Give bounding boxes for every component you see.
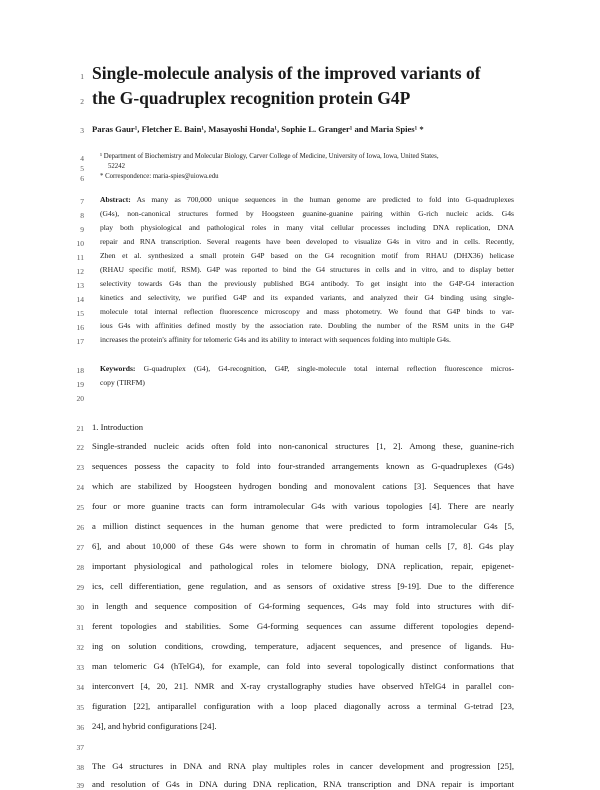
line-number: 15 [76, 309, 84, 318]
line-number: 37 [76, 743, 84, 752]
paper-title-line-1: Single-molecule analysis of the improved variants of [92, 63, 481, 83]
body-line: 6], and about 10,000 of these G4s were shown to form in chromatin of human cells [7, 8]. G4s play [92, 541, 514, 551]
line-number: 1 [80, 72, 84, 81]
line-number: 33 [76, 663, 84, 672]
line-number: 30 [76, 603, 84, 612]
line-number: 38 [76, 763, 84, 772]
body-line: figuration [22], antiparallel configuration with a loop placed diagonally across a terminal G-tetrad [23, [92, 701, 514, 711]
body-line: a million distinct sequences in the human genome that were predicted to form intramolecular G4s [5, [92, 521, 514, 531]
abstract-line: kinetics and selectivity, we purified G4P and its expanded variants, and analyzed their G4 binding using single- [100, 293, 514, 302]
line-number: 20 [76, 394, 84, 403]
line-number: 34 [76, 683, 84, 692]
abstract-line: (G4s), non-canonical structures formed by Hoogsteen guanine-guanine pairing within G-rich nucleic acids. G4s [100, 209, 514, 218]
line-number: 7 [80, 197, 84, 206]
keywords-line: copy (TIRFM) [100, 378, 145, 387]
line-number: 22 [76, 443, 84, 452]
line-number: 27 [76, 543, 84, 552]
abstract-line: ious G4s with affinities defined mostly by the association rate. Doubling the number of the RSM units in the G4P [100, 321, 514, 330]
line-number: 39 [76, 781, 84, 790]
line-number: 16 [76, 323, 84, 332]
body-line: sequences possess the capacity to fold into four-stranded arrangements known as G-quadruplexes (G4s) [92, 461, 514, 471]
line-number: 31 [76, 623, 84, 632]
line-number: 25 [76, 503, 84, 512]
keywords-line: Keywords: G-quadruplex (G4), G4-recognition, G4P, single-molecule total internal reflection fluorescence micros- [100, 364, 514, 373]
line-number: 14 [76, 295, 84, 304]
body-line: important physiological and pathological roles in telomere biology, DNA replication, repair, epigenet- [92, 561, 514, 571]
body-line: Single-stranded nucleic acids often fold into non-canonical structures [1, 2]. Among these, guanine-rich [92, 441, 514, 451]
abstract-line: (RHAU specific motif, RSM). G4P was reported to bind the G4 structures in cells and in vitro, and to display better [100, 265, 514, 274]
body-line: which are stabilized by Hoogsteen hydrogen bonding and monovalent cations [3]. Sequences that have [92, 481, 514, 491]
affiliation-line: ¹ Department of Biochemistry and Molecular Biology, Carver College of Medicine, University of Iowa, Iowa, United States, [100, 153, 439, 160]
keywords-label: Keywords: [100, 364, 136, 373]
body-line: ics, cell differentiation, gene regulation, and as sensors of oxidative stress [9-19]. Due to the difference [92, 581, 514, 591]
line-number: 29 [76, 583, 84, 592]
line-number: 6 [80, 174, 84, 183]
abstract-line: increases the protein's affinity for telomeric G4s and its ability to interact with sequences folding into multiple G4s. [100, 335, 451, 344]
abstract-line: selectivity towards G4s than the previously published BG4 antibody. To get insight into the G4P-G4 interaction [100, 279, 514, 288]
body-line: man telomeric G4 (hTelG4), for example, can fold into several topologically distinct conformations that [92, 661, 514, 671]
line-number: 17 [76, 337, 84, 346]
line-number: 9 [80, 225, 84, 234]
abstract-line: Abstract: As many as 700,000 unique sequences in the human genome are predicted to fold into G-quadruplexes [100, 195, 515, 204]
line-number: 10 [76, 239, 84, 248]
section-heading: 1. Introduction [92, 422, 144, 432]
line-number: 12 [76, 267, 84, 276]
affiliation-line: 52242 [108, 163, 125, 170]
body-line: ing on solution conditions, crowding, temperature, adjacent sequences, and presence of ligands. Hu- [92, 641, 514, 651]
body-line: in length and sequence composition of G4-forming sequences, G4s may fold into structures with dif- [92, 601, 514, 611]
line-number: 11 [76, 253, 84, 262]
line-number: 4 [80, 154, 84, 163]
body-line: four or more guanine tracts can form intramolecular G4s with various topologies [4]. There are nearly [92, 501, 514, 511]
line-number: 19 [76, 380, 84, 389]
abstract-line: repair and RNA transcription. Several reagents have been developed to visualize G4s in vitro and in cells. Recently, [100, 237, 514, 246]
line-number: 18 [76, 366, 84, 375]
body-line: 24], and hybrid configurations [24]. [92, 721, 217, 731]
body-line: The G4 structures in DNA and RNA play multiples roles in cancer development and progression [25], [92, 761, 514, 771]
line-number: 13 [76, 281, 84, 290]
line-number: 8 [80, 211, 84, 220]
line-number: 36 [76, 723, 84, 732]
line-number: 26 [76, 523, 84, 532]
line-number: 32 [76, 643, 84, 652]
line-number: 24 [76, 483, 84, 492]
body-line: interconvert [4, 20, 21]. NMR and X-ray crystallography studies have observed hTelG4 in parallel con- [92, 681, 514, 691]
abstract-line: play both physiological and pathological roles in many vital cellular processes including DNA replication, DNA [100, 223, 514, 232]
line-number: 23 [76, 463, 84, 472]
body-line: ferent topologies and stabilities. Some G4-forming sequences can assume different topologies depend- [92, 621, 514, 631]
line-number: 35 [76, 703, 84, 712]
line-number: 21 [76, 424, 84, 433]
abstract-line: Zhen et al. synthesized a small protein G4P based on the G4 recognition motif from RHAU (DHX36) helicase [100, 251, 514, 260]
abstract-line: molecule total internal reflection fluorescence microscopy and mass photometry. We found that G4P binds to var- [100, 307, 514, 316]
author-list: Paras Gaur¹, Fletcher E. Bain¹, Masayoshi Honda¹, Sophie L. Granger¹ and Maria Spies¹ * [92, 124, 424, 134]
correspondence-line: * Correspondence: maria-spies@uiowa.edu [100, 173, 219, 180]
line-number: 28 [76, 563, 84, 572]
body-line: and resolution of G4s in DNA during DNA replication, RNA transcription and DNA repair is important [92, 779, 514, 789]
line-number: 5 [80, 164, 84, 173]
line-number: 2 [80, 97, 84, 106]
abstract-label: Abstract: [100, 195, 131, 204]
paper-title-line-2: the G-quadruplex recognition protein G4P [92, 88, 411, 108]
line-number: 3 [80, 126, 84, 135]
